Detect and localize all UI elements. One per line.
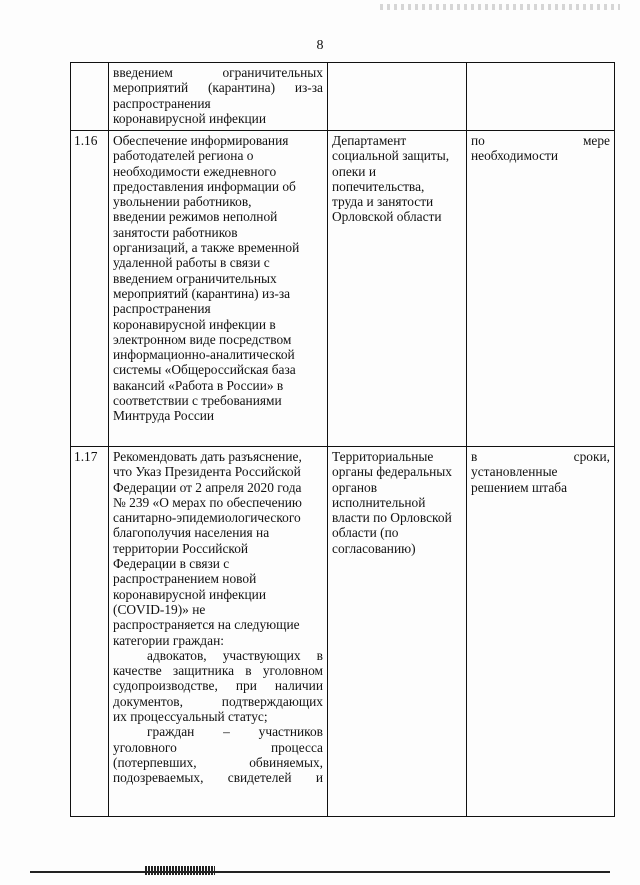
responsible-cell (328, 131, 467, 447)
measure-line: их процессуальный статус; (113, 709, 268, 725)
measure-line: введением ограничительных (113, 270, 277, 286)
measure-line: территории Российской (113, 540, 249, 556)
measure-line: Минтруда России (113, 408, 215, 424)
row-number: 1.16 (71, 131, 109, 447)
measure-line: коронавирусной инфекции (113, 586, 266, 602)
measure-line: введении режимов неполной (113, 209, 278, 225)
measures-table (70, 62, 615, 817)
responsible-cell (328, 447, 467, 817)
measure-cell (109, 63, 328, 131)
scan-footer-line (30, 871, 610, 873)
measure-line: качестве защитника в уголовном (113, 663, 323, 679)
measure-line: благополучия населения на (113, 525, 270, 541)
measure-cell (109, 131, 328, 447)
deadline-line: по мере (471, 133, 610, 148)
deadline-cell (467, 63, 615, 131)
measure-line: удаленной работы в связи с (113, 255, 270, 271)
table-row (71, 447, 615, 817)
table-row (71, 131, 615, 447)
measure-line: уголовного процесса (113, 739, 323, 755)
measure-line: электронном виде посредством (113, 331, 292, 347)
page-number: 8 (316, 38, 324, 53)
deadline-line: решением штаба (471, 479, 568, 495)
measure-line: распространением новой (113, 571, 257, 587)
responsible-cell (328, 63, 467, 131)
deadline-line: установленные (471, 464, 558, 480)
measure-line: введением ограничительных (113, 65, 323, 80)
measure-line: системы «Общероссийская база (113, 362, 296, 378)
deadline-cell (467, 447, 615, 817)
responsible-line: органов (332, 479, 378, 495)
responsible-line: исполнительной (332, 494, 426, 510)
measure-cell (109, 447, 328, 817)
measure-line: Обеспечение информирования (113, 133, 289, 148)
table-row (71, 63, 615, 131)
measure-line: работодателей региона о (113, 148, 254, 164)
measure-line: увольнении работников, (113, 194, 252, 210)
measure-line: распространяется на следующие (113, 617, 300, 633)
measure-line: необходимости ежедневного (113, 163, 277, 179)
deadline-line: в сроки, (471, 449, 610, 464)
measure-line: распространения (113, 95, 211, 111)
measure-line: Федерации от 2 апреля 2020 года (113, 479, 302, 495)
measure-line: № 239 «О мерах по обеспечению (113, 494, 302, 510)
measure-line: мероприятий (карантина) из-за (113, 285, 291, 301)
measure-line: информационно-аналитической (113, 347, 295, 363)
responsible-line: органы федеральных (332, 464, 452, 480)
measure-line: коронавирусной инфекции в (113, 316, 276, 332)
responsible-line: Департамент (332, 133, 407, 148)
measure-line: организаций, а также временной (113, 240, 300, 256)
responsible-line: труда и занятости (332, 194, 434, 210)
deadline-line: необходимости (471, 148, 559, 164)
measure-line: санитарно-эпидемиологического (113, 510, 301, 526)
scan-footer-artifact (145, 866, 215, 875)
measure-line: Рекомендовать дать разъяснение, (113, 449, 302, 464)
row-number (71, 63, 109, 131)
measure-line: документов, подтверждающих (113, 693, 323, 709)
responsible-line: власти по Орловской (332, 510, 452, 526)
responsible-line: согласованию) (332, 540, 416, 556)
scan-header-artifact (380, 4, 620, 10)
responsible-line: социальной защиты, (332, 148, 450, 164)
responsible-line: области (по (332, 525, 399, 541)
row-number: 1.17 (71, 447, 109, 817)
measure-line: распространения (113, 301, 211, 317)
measure-line: граждан – участников (147, 724, 323, 740)
measure-line: вакансий «Работа в России» в (113, 377, 284, 393)
responsible-line: Орловской области (332, 209, 442, 225)
responsible-line: Территориальные (332, 449, 434, 464)
measure-line: (COVID-19)» не (113, 601, 206, 617)
measure-line: мероприятий (карантина) из-за (113, 80, 323, 96)
measure-line: занятости работников (113, 224, 238, 240)
responsible-line: попечительства, (332, 178, 425, 194)
measure-line: судопроизводстве, при наличии (113, 678, 323, 694)
measure-line: (потерпевших, обвиняемых, (113, 754, 323, 770)
responsible-line: опеки и (332, 163, 376, 179)
measure-line: коронавирусной инфекции (113, 110, 266, 126)
measure-line: предоставления информации об (113, 178, 296, 194)
measure-line: что Указ Президента Российской (113, 464, 301, 480)
measure-line: категории граждан: (113, 632, 224, 648)
measure-line: адвокатов, участвующих в (147, 647, 323, 663)
measure-line: подозреваемых, свидетелей и (113, 770, 323, 786)
measure-line: Федерации в связи с (113, 556, 230, 572)
deadline-cell (467, 131, 615, 447)
measure-line: соответствии с требованиями (113, 393, 282, 409)
